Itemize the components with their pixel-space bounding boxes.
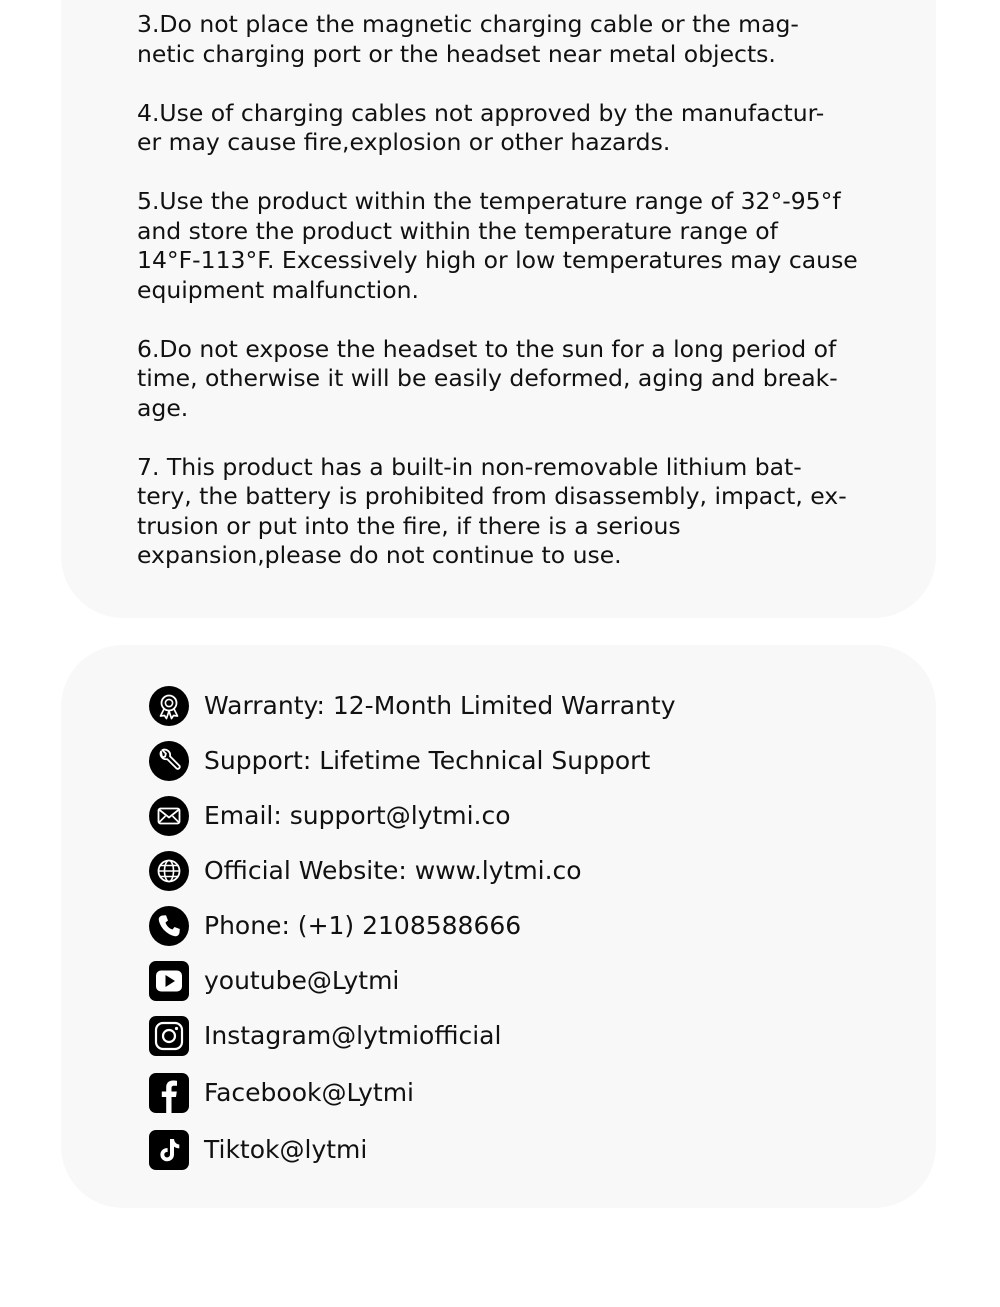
mail-icon — [149, 796, 189, 836]
notice-line: netic charging port or the headset near metal objects. — [137, 39, 776, 68]
notice-line: expansion,please do not continue to use. — [137, 541, 622, 569]
youtube-icon — [149, 961, 189, 1001]
notice-line: 14°F-113°F. Excessively high or low temperatures may cause — [137, 246, 858, 274]
notice-line: 7. This product has a built-in non-removable lithium bat- — [137, 452, 802, 481]
contact-item-email[interactable] — [149, 796, 889, 836]
contact-item-instagram[interactable] — [149, 1016, 889, 1056]
contact-item-phone[interactable] — [149, 906, 889, 946]
instagram-text[interactable]: Instagram@lytmiofficial — [204, 1021, 502, 1050]
contact-item-youtube[interactable] — [149, 961, 889, 1001]
safety-notice-3 — [137, 10, 897, 69]
contact-item-website[interactable] — [149, 851, 889, 891]
tiktok-text[interactable]: Tiktok@lytmi — [204, 1135, 368, 1164]
wrench-icon — [149, 741, 189, 781]
safety-notice-4 — [137, 99, 897, 158]
facebook-text[interactable]: Facebook@Lytmi — [204, 1078, 414, 1107]
warranty-icon — [149, 686, 189, 726]
website-text[interactable]: Official Website: www.lytmi.co — [204, 856, 582, 885]
notice-line: 5.Use the product within the temperature range of 32°-95°f — [137, 187, 841, 215]
safety-notice-7 — [137, 453, 897, 571]
safety-notice-6 — [137, 335, 897, 424]
notice-line: equipment malfunction. — [137, 275, 419, 304]
globe-icon — [149, 851, 189, 891]
safety-notices-list — [137, 10, 897, 600]
safety-notice-5 — [137, 187, 897, 305]
notice-line: age. — [137, 393, 189, 422]
notice-line: 6.Do not expose the headset to the sun for a long period of — [137, 334, 837, 363]
notice-line: tery, the battery is prohibited from disassembly, impact, ex- — [137, 482, 847, 510]
support-text: Support: Lifetime Technical Support — [204, 746, 651, 775]
facebook-icon — [149, 1073, 189, 1113]
contact-item-support — [149, 741, 889, 781]
notice-line: 3.Do not place the magnetic charging cable or the mag- — [137, 10, 799, 38]
youtube-text[interactable]: youtube@Lytmi — [204, 966, 400, 995]
instagram-icon — [149, 1016, 189, 1056]
notice-line: time, otherwise it will be easily deformed, aging and break- — [137, 364, 838, 392]
phone-icon — [149, 906, 189, 946]
email-text[interactable]: Email: support@lytmi.co — [204, 801, 511, 830]
phone-text[interactable]: Phone: (+1) 2108588666 — [204, 911, 522, 940]
notice-line: trusion or put into the fire, if there is a serious — [137, 511, 681, 540]
notice-line: and store the product within the temperature range of — [137, 216, 778, 245]
contact-item-facebook[interactable] — [149, 1073, 889, 1113]
notice-line: er may cause fire,explosion or other hazards. — [137, 128, 671, 156]
notice-line: 4.Use of charging cables not approved by the manufactur- — [137, 98, 825, 127]
contact-item-tiktok[interactable] — [149, 1130, 889, 1170]
contact-item-warranty — [149, 686, 889, 726]
tiktok-icon — [149, 1130, 189, 1170]
warranty-text: Warranty: 12-Month Limited Warranty — [204, 691, 676, 720]
